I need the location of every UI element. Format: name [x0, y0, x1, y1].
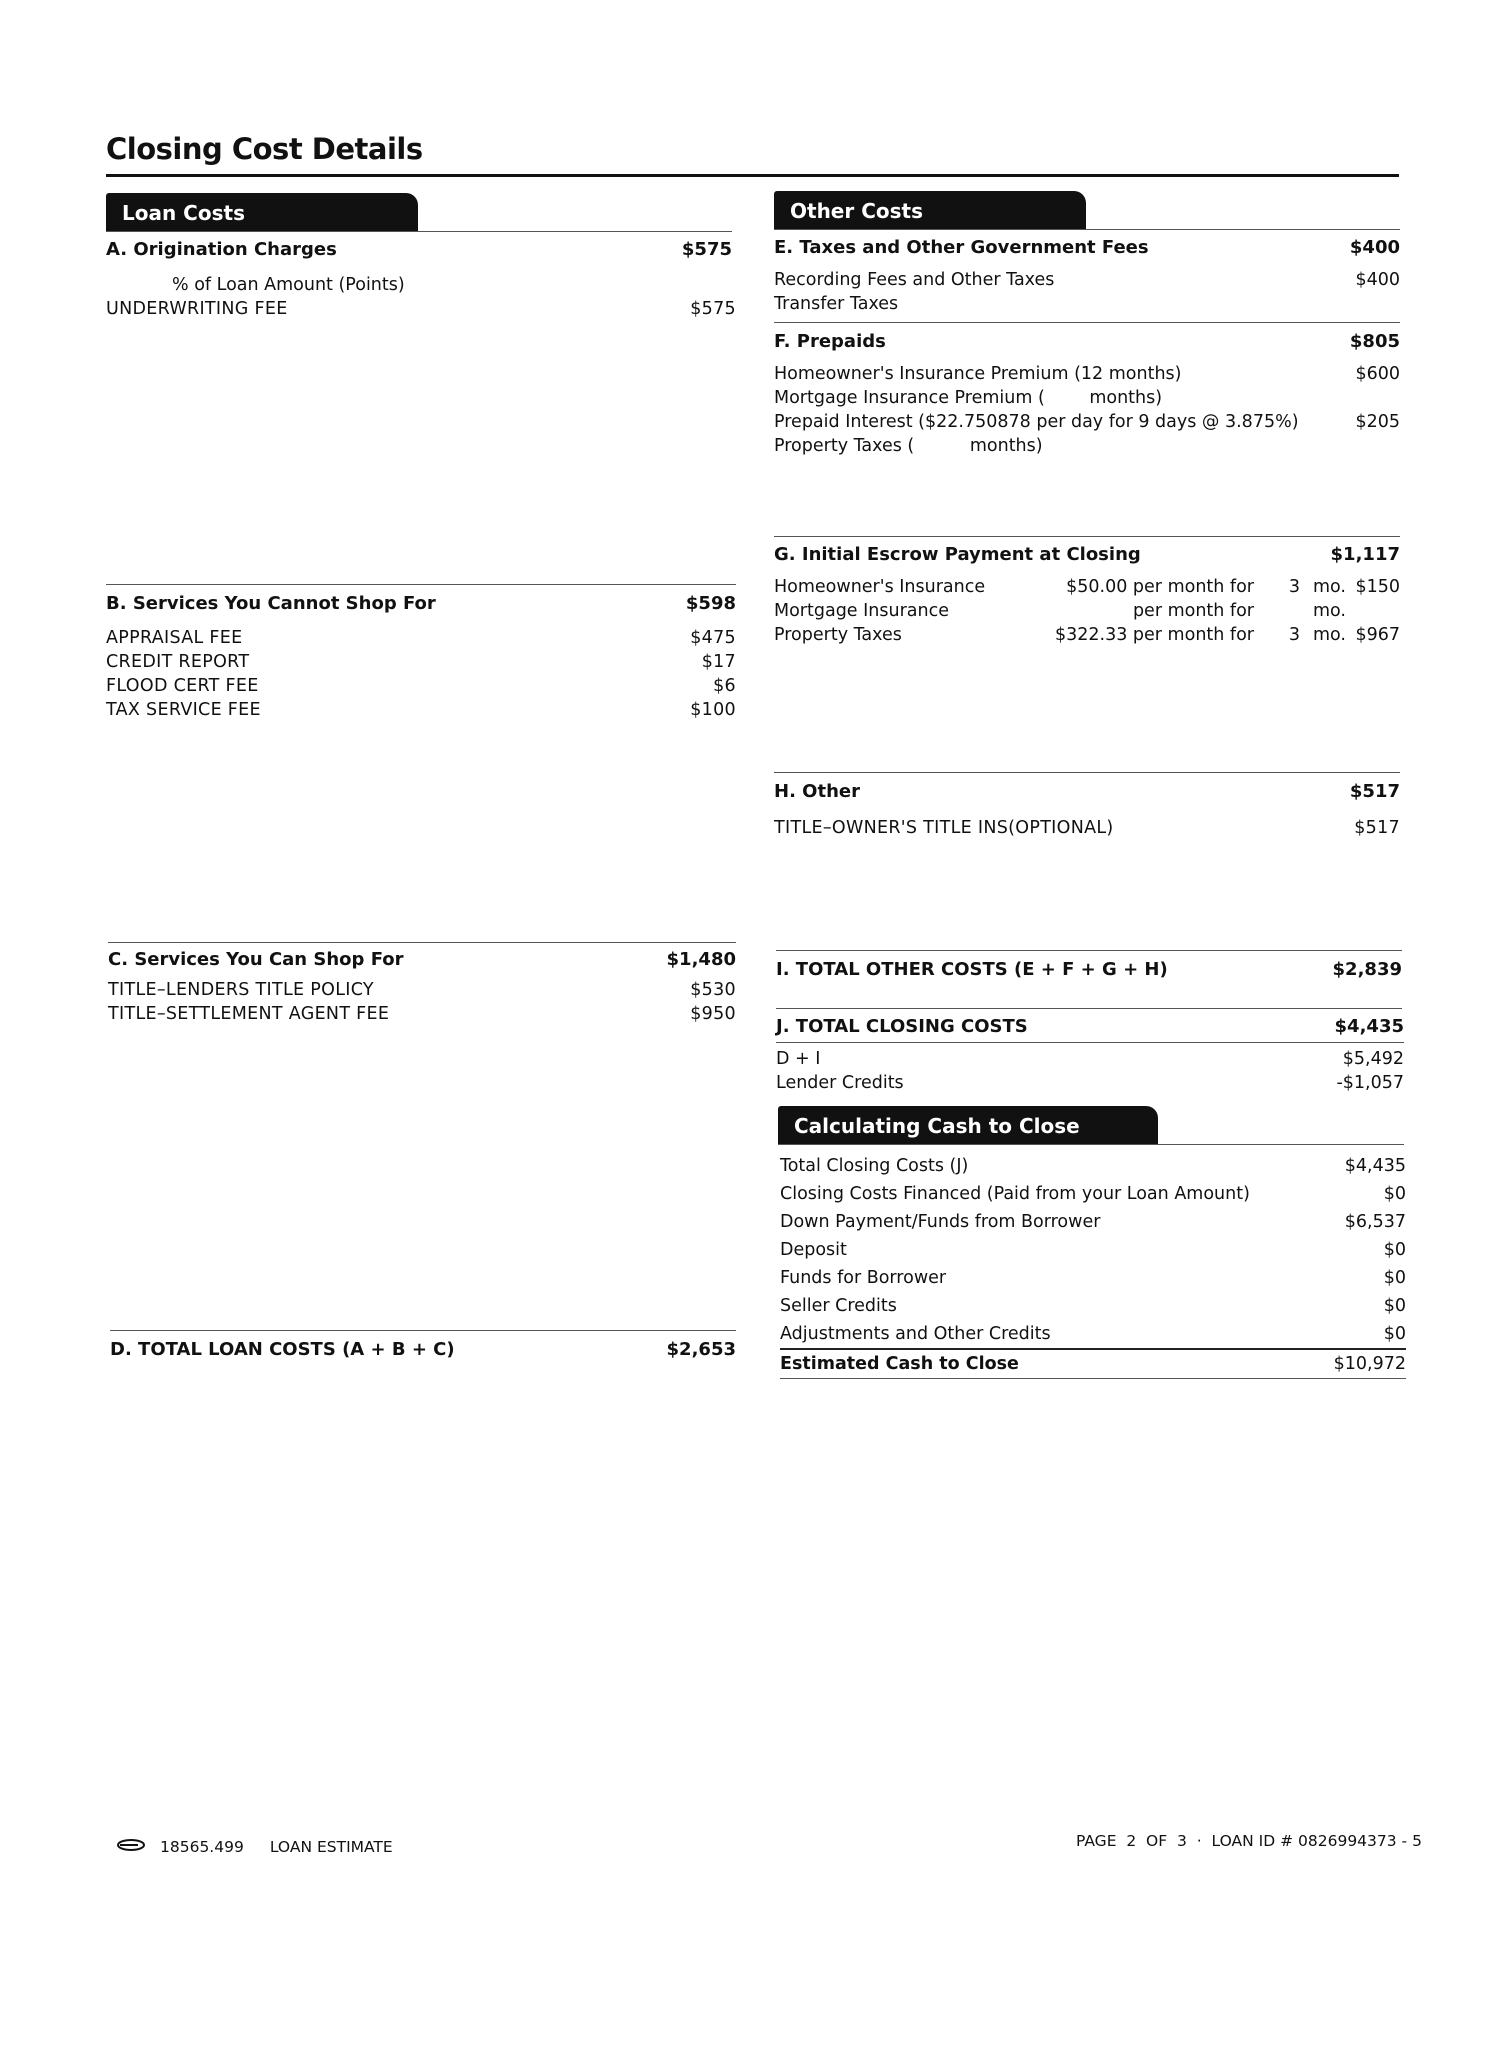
section-g-total: $1,117 [1330, 544, 1400, 565]
section-b-total: $598 [685, 593, 736, 614]
section-h-label: H. Other [774, 781, 860, 802]
section-d [110, 1338, 736, 1362]
item-amount: $6 [713, 676, 736, 696]
section-f [774, 330, 1400, 458]
loan-costs-tab: Loan Costs [106, 193, 418, 231]
section-h [774, 780, 1400, 840]
section-c-rule [108, 942, 736, 943]
section-f-label: F. Prepaids [774, 331, 886, 352]
section-d-rule [110, 1330, 736, 1331]
section-i [776, 958, 1402, 982]
section-j [776, 1015, 1404, 1095]
section-i-total: $2,839 [1332, 959, 1402, 980]
item-amount: $100 [690, 700, 736, 720]
form-name: LOAN ESTIMATE [269, 1838, 393, 1856]
cash-to-close-rule [778, 1144, 1404, 1145]
item-amount: $0 [1383, 1324, 1406, 1344]
escrow-row: Mortgage Insurance per month for mo. [774, 601, 1346, 621]
section-j-rule [776, 1008, 1402, 1009]
item-label: TAX SERVICE FEE [106, 700, 261, 720]
estimated-cash-label: Estimated Cash to Close [780, 1354, 1019, 1374]
item-label: Lender Credits [776, 1073, 904, 1093]
section-c [108, 948, 736, 1026]
item-amount: $6,537 [1344, 1212, 1406, 1232]
item-amount: $475 [690, 628, 736, 648]
item-amount: $4,435 [1344, 1156, 1406, 1176]
item-label: UNDERWRITING FEE [106, 299, 288, 319]
section-e-total: $400 [1349, 237, 1400, 258]
item-amount: $0 [1383, 1268, 1406, 1288]
section-e [774, 236, 1400, 316]
section-d-total: $2,653 [666, 1339, 736, 1360]
estimated-cash-total: $10,972 [1333, 1354, 1406, 1374]
logo-icon [116, 1838, 146, 1856]
item-label: Seller Credits [780, 1296, 897, 1316]
item-amount: $205 [1355, 412, 1400, 432]
item-amount: $575 [690, 299, 736, 319]
item-amount: $600 [1355, 364, 1400, 384]
item-label: APPRAISAL FEE [106, 628, 243, 648]
item-label: Mortgage Insurance Premium ( months) [774, 388, 1163, 408]
item-amount: $0 [1383, 1184, 1406, 1204]
item-label: TITLE–LENDERS TITLE POLICY [108, 980, 374, 1000]
title-divider [106, 174, 1399, 177]
section-e-label: E. Taxes and Other Government Fees [774, 237, 1149, 258]
section-c-total: $1,480 [666, 949, 736, 970]
item-label: Deposit [780, 1240, 847, 1260]
cash-to-close-list [780, 1152, 1406, 1379]
item-label: Down Payment/Funds from Borrower [780, 1212, 1101, 1232]
section-a-label: A. Origination Charges [106, 239, 337, 260]
item-label: D + I [776, 1049, 821, 1069]
other-costs-tab: Other Costs [774, 191, 1086, 229]
escrow-row: Homeowner's Insurance $50.00 per month for 3 mo. $150 [774, 577, 1400, 597]
cash-to-close-tab: Calculating Cash to Close [778, 1106, 1158, 1144]
item-label: Homeowner's Insurance Premium (12 months) [774, 364, 1182, 384]
item-label: Recording Fees and Other Taxes [774, 270, 1055, 290]
item-amount: -$1,057 [1336, 1073, 1404, 1093]
section-a-item [106, 297, 736, 321]
section-j-label: J. TOTAL CLOSING COSTS [776, 1016, 1028, 1037]
section-h-total: $517 [1349, 781, 1400, 802]
section-h-rule [774, 772, 1400, 773]
item-label: Property Taxes ( months) [774, 436, 1043, 456]
item-amount: $0 [1383, 1296, 1406, 1316]
section-g-rule [774, 536, 1400, 537]
item-amount: $950 [690, 1004, 736, 1024]
item-label: TITLE–SETTLEMENT AGENT FEE [108, 1004, 390, 1024]
form-number: 18565.499 [160, 1838, 244, 1856]
other-costs-rule [774, 229, 1400, 230]
section-a-total: $575 [681, 239, 732, 260]
item-label: FLOOD CERT FEE [106, 676, 259, 696]
item-label: TITLE–OWNER'S TITLE INS(OPTIONAL) [774, 818, 1114, 838]
section-b-rule [106, 584, 736, 585]
item-label: Prepaid Interest ($22.750878 per day for 9 days @ 3.875%) [774, 412, 1299, 432]
item-amount: $5,492 [1342, 1049, 1404, 1069]
section-a-item [172, 273, 732, 297]
section-i-label: I. TOTAL OTHER COSTS (E + F + G + H) [776, 959, 1168, 980]
item-label: Closing Costs Financed (Paid from your Loan Amount) [780, 1184, 1250, 1204]
section-b [106, 592, 736, 722]
section-f-rule [774, 322, 1400, 323]
item-label: % of Loan Amount (Points) [172, 275, 405, 295]
item-label: CREDIT REPORT [106, 652, 250, 672]
escrow-row: Property Taxes $322.33 per month for 3 mo. $967 [774, 625, 1400, 645]
item-label: Transfer Taxes [774, 294, 899, 314]
loan-costs-rule [106, 231, 732, 232]
item-amount: $517 [1354, 818, 1400, 838]
section-d-label: D. TOTAL LOAN COSTS (A + B + C) [110, 1339, 455, 1360]
footer-left [116, 1838, 393, 1856]
section-b-label: B. Services You Cannot Shop For [106, 593, 436, 614]
page-title: Closing Cost Details [106, 132, 423, 166]
section-c-label: C. Services You Can Shop For [108, 949, 404, 970]
item-amount: $17 [701, 652, 736, 672]
item-label: Total Closing Costs (J) [780, 1156, 969, 1176]
section-i-rule [776, 950, 1402, 951]
item-amount: $530 [690, 980, 736, 1000]
section-g [774, 543, 1400, 647]
section-g-label: G. Initial Escrow Payment at Closing [774, 544, 1141, 565]
page-info: PAGE 2 OF 3 · LOAN ID # 0826994373 - 5 [1076, 1832, 1422, 1850]
section-a [106, 238, 732, 262]
item-amount: $0 [1383, 1240, 1406, 1260]
item-label: Funds for Borrower [780, 1268, 947, 1288]
item-label: Adjustments and Other Credits [780, 1324, 1051, 1344]
section-j-total: $4,435 [1334, 1016, 1404, 1037]
item-amount: $400 [1355, 270, 1400, 290]
section-f-total: $805 [1349, 331, 1400, 352]
